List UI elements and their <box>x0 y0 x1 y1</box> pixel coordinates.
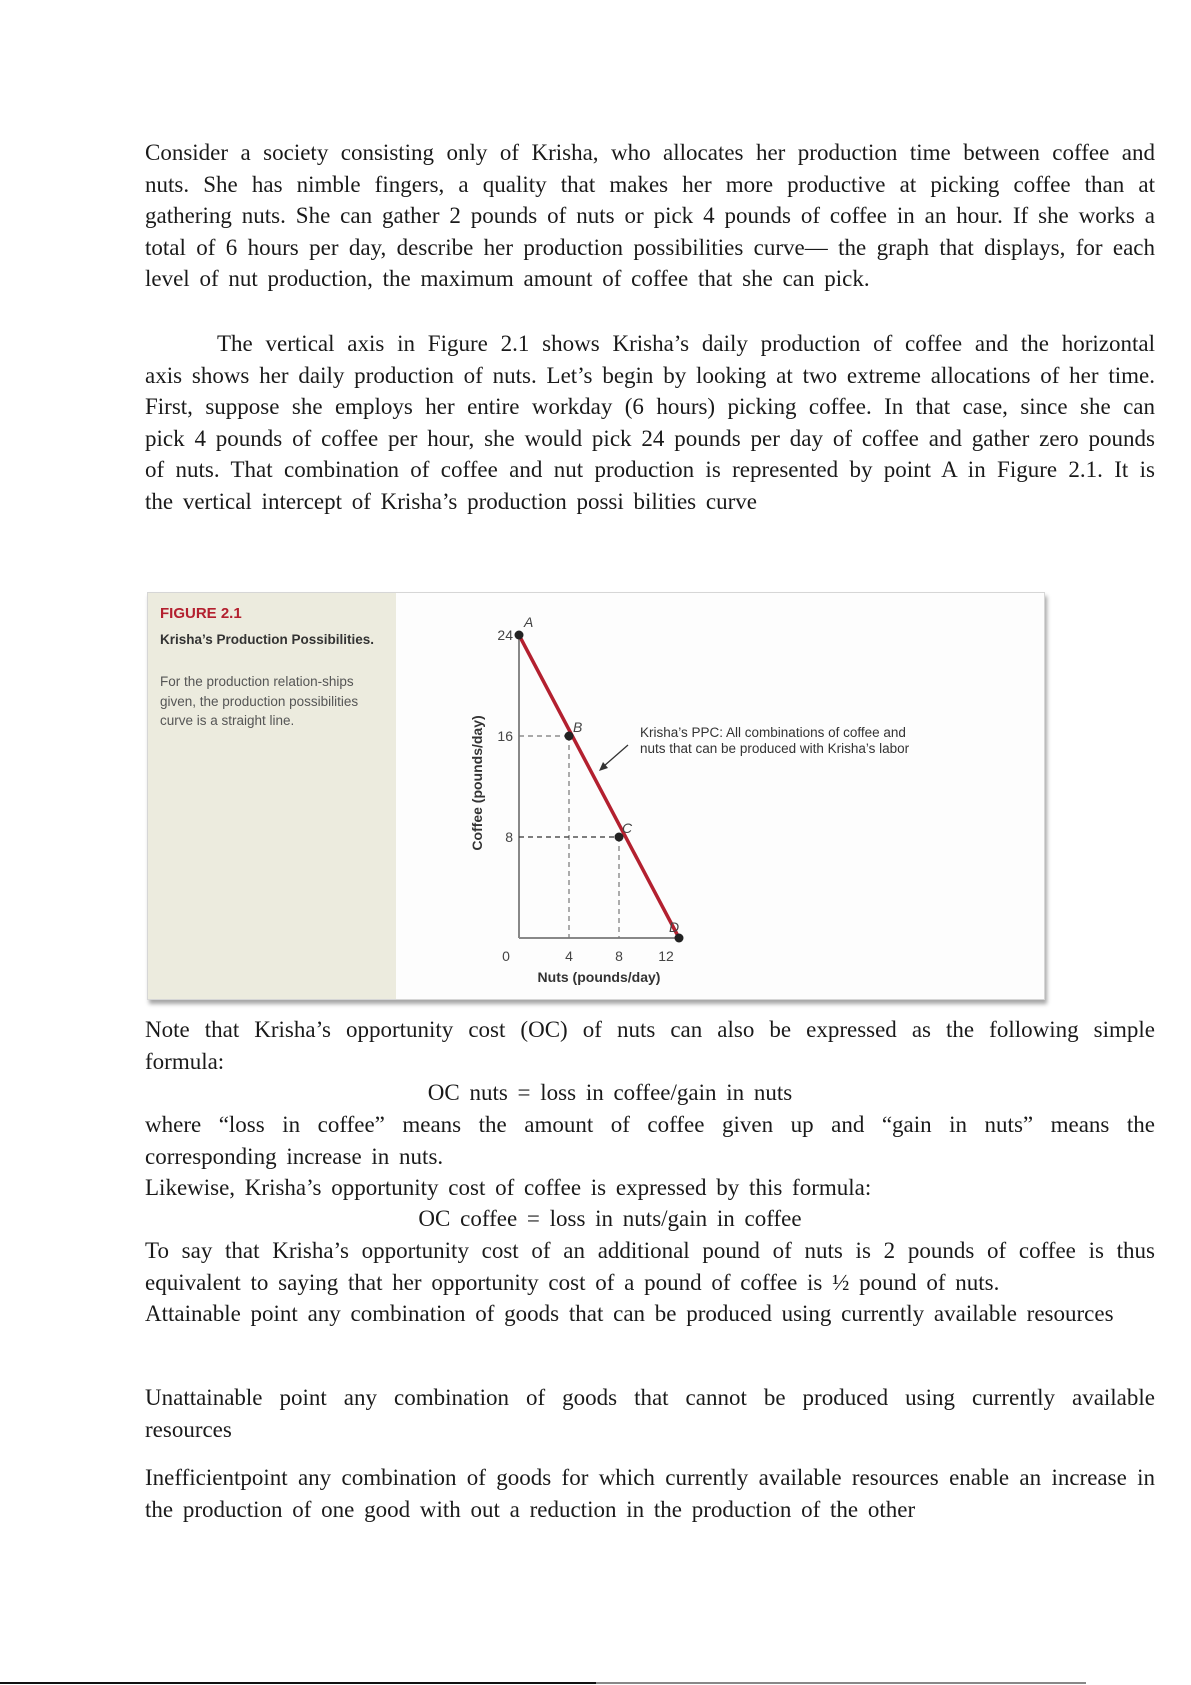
footer-rule-dark <box>0 1682 596 1684</box>
annotation-line-1: Krisha’s PPC: All combinations of coffee and <box>640 725 906 740</box>
ppc-line <box>519 635 679 938</box>
x-tick-0: 0 <box>502 948 510 964</box>
annotation-line-2: nuts that can be produced with Krisha’s labor <box>640 741 910 756</box>
y-tick-24: 24 <box>497 627 513 643</box>
point-b-label: B <box>573 719 583 735</box>
point-c-label: C <box>622 820 633 836</box>
ppc-chart <box>396 593 1044 999</box>
figure-title: Krisha’s Production Possibilities. <box>160 632 375 647</box>
paragraph-vertical-axis: The vertical axis in Figure 2.1 shows Krisha’s daily production of coffee and the horizontal axis shows her daily production of nuts. Let’s begin by looking at two extreme allocations of her time. First, suppose she employs her entire workday (6 hours) picking coffee. In that case, since she can pick 4 pounds of coffee per hour, she would pick 24 pounds per day of coffee and gather zero pounds of nuts. That combination of coffee and nut production is represented by point A in Figure 2.1. It is the vertical intercept of Krisha’s production possi bilities curve <box>145 331 1155 514</box>
point-a-label: A <box>524 614 534 630</box>
paragraph-opportunity-cost-coffee: Likewise, Krisha’s opportunity cost of coffee is expressed by this formula: <box>145 1175 872 1200</box>
y-tick-16: 16 <box>497 728 513 744</box>
figure-sidebar <box>148 593 396 999</box>
point-d-label: D <box>669 919 680 935</box>
annotation-arrow-line <box>604 745 628 766</box>
y-tick-8: 8 <box>505 829 513 845</box>
definition-inefficient-point: Inefficientpoint any combination of goods for which currently available resources enable an increase in the production of one good with out a reduction in the production of the other <box>145 1465 1155 1522</box>
definition-unattainable-point: Unattainable point any combination of goods that cannot be produced using currently available resources <box>145 1385 1155 1442</box>
paragraph-loss-gain-definition: where “loss in coffee” means the amount of coffee given up and “gain in nuts” means the corresponding increase in nuts. <box>145 1112 1155 1169</box>
point-a <box>515 631 524 640</box>
figure-2-1 <box>147 592 1045 1000</box>
x-axis-label: Nuts (pounds/day) <box>537 969 661 985</box>
y-axis-label: Coffee (pounds/day) <box>469 715 485 851</box>
x-tick-4: 4 <box>565 948 573 964</box>
formula-oc-nuts: OC nuts = loss in coffee/gain in nuts <box>427 1080 793 1105</box>
x-tick-8: 8 <box>615 948 623 964</box>
figure-number: FIGURE 2.1 <box>160 605 242 622</box>
figure-caption: For the production relation-ships given, the production possibilities curve is a straight line. <box>160 674 359 728</box>
x-tick-12: 12 <box>658 948 674 964</box>
paragraph-equivalence: To say that Krisha’s opportunity cost of an additional pound of nuts is 2 pounds of coffee is thus equivalent to saying that her opportunity cost of a pound of coffee is ½ pound of nuts. <box>145 1238 1155 1295</box>
formula-oc-coffee: OC coffee = loss in nuts/gain in coffee <box>418 1206 802 1231</box>
paragraph-opportunity-cost-nuts: Note that Krisha’s opportunity cost (OC) of nuts can also be expressed as the following simple formula: <box>145 1017 1155 1074</box>
definition-attainable-point: Attainable point any combination of goods that can be produced using currently available resources <box>145 1301 1114 1326</box>
footer-rule-gray <box>596 1682 1086 1684</box>
paragraph-intro: Consider a society consisting only of Krisha, who allocates her production time between coffee and nuts. She has nimble fingers, a quality that makes her more productive at picking coffee than at gathering nuts. She can gather 2 pounds of nuts or pick 4 pounds of coffee in an hour. If she works a total of 6 hours per day, describe her production possibilities curve— the graph that displays, for each level of nut production, the maximum amount of coffee that she can pick. <box>145 140 1155 292</box>
